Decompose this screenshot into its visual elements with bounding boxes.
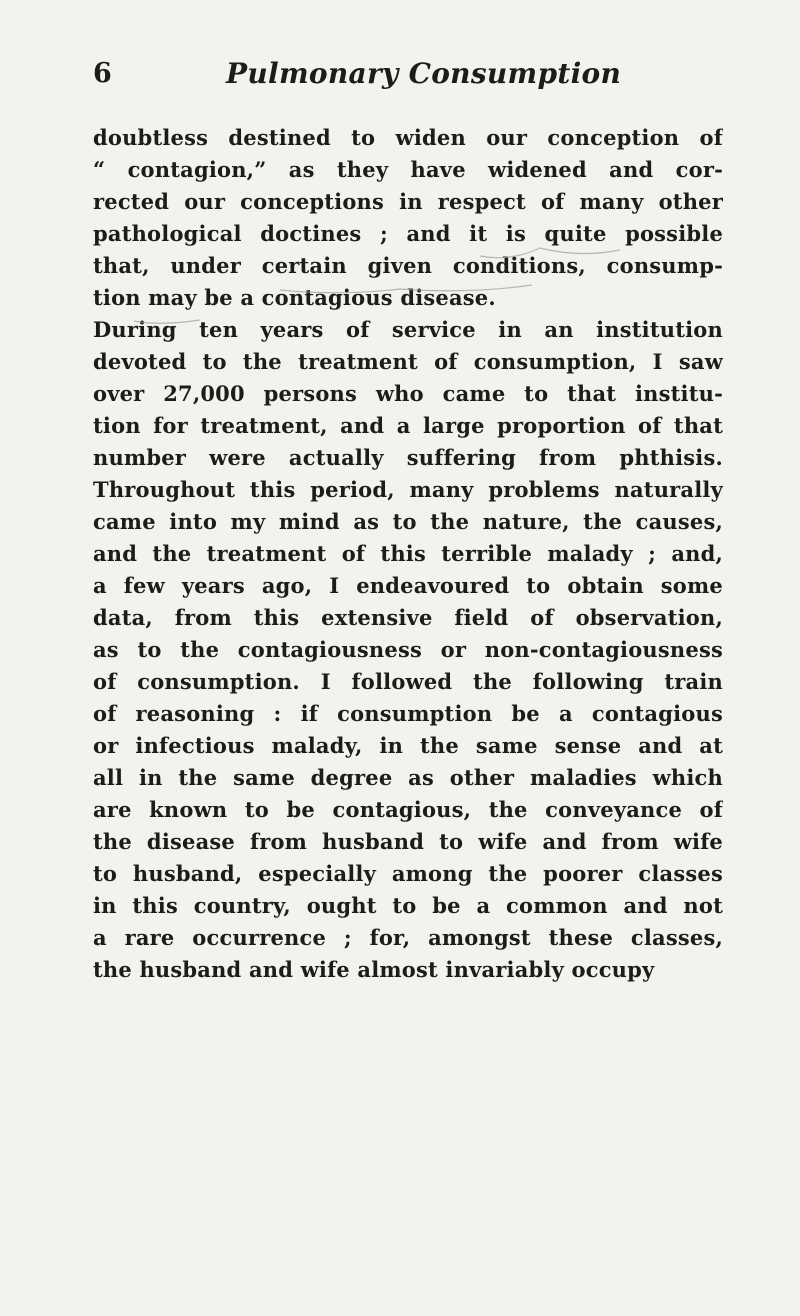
text-line: as to the contagiousness or non-contagiousness — [93, 637, 723, 662]
text-line: tion for treatment, and a large proportion of that — [93, 413, 723, 438]
body-text — [93, 122, 723, 986]
text-line: over 27,000 persons who came to that institu- — [93, 381, 723, 406]
text-line: are known to be contagious, the conveyance of — [93, 797, 723, 822]
text-line: data, from this extensive field of observation, — [93, 605, 723, 630]
page-number: 6 — [93, 58, 112, 89]
text-line: the disease from husband to wife and from wife — [93, 829, 723, 854]
text-line: “ contagion,” as they have widened and cor- — [93, 157, 723, 182]
text-line: the husband and wife almost invariably occupy — [93, 957, 655, 982]
page-header — [93, 54, 723, 94]
text-line: all in the same degree as other maladies which — [93, 765, 723, 790]
text-line: in this country, ought to be a common and not — [93, 893, 723, 918]
text-line: doubtless destined to widen our conception of — [93, 125, 723, 150]
text-line: During ten years of service in an institution — [93, 317, 723, 342]
text-line: a rare occurrence ; for, amongst these classes, — [93, 925, 723, 950]
text-line: a few years ago, I endeavoured to obtain some — [93, 573, 723, 598]
text-line: pathological doctines ; and it is quite possible — [93, 221, 723, 246]
text-line: rected our conceptions in respect of many other — [93, 189, 723, 214]
text-line: or infectious malady, in the same sense and at — [93, 733, 723, 758]
text-line: devoted to the treatment of consumption, I saw — [93, 349, 723, 374]
text-line: and the treatment of this terrible malady ; and, — [93, 541, 723, 566]
text-line: number were actually suffering from phthisis. — [93, 445, 723, 470]
text-line: to husband, especially among the poorer classes — [93, 861, 723, 886]
text-line: of reasoning : if consumption be a contagious — [93, 701, 723, 726]
text-line: tion may be a contagious disease. — [93, 285, 496, 310]
text-line: that, under certain given conditions, consump- — [93, 253, 723, 278]
text-line: Throughout this period, many problems naturally — [93, 477, 723, 502]
text-line: of consumption. I followed the following train — [93, 669, 723, 694]
running-title: Pulmonary Consumption — [226, 57, 622, 90]
text-line: came into my mind as to the nature, the causes, — [93, 509, 723, 534]
